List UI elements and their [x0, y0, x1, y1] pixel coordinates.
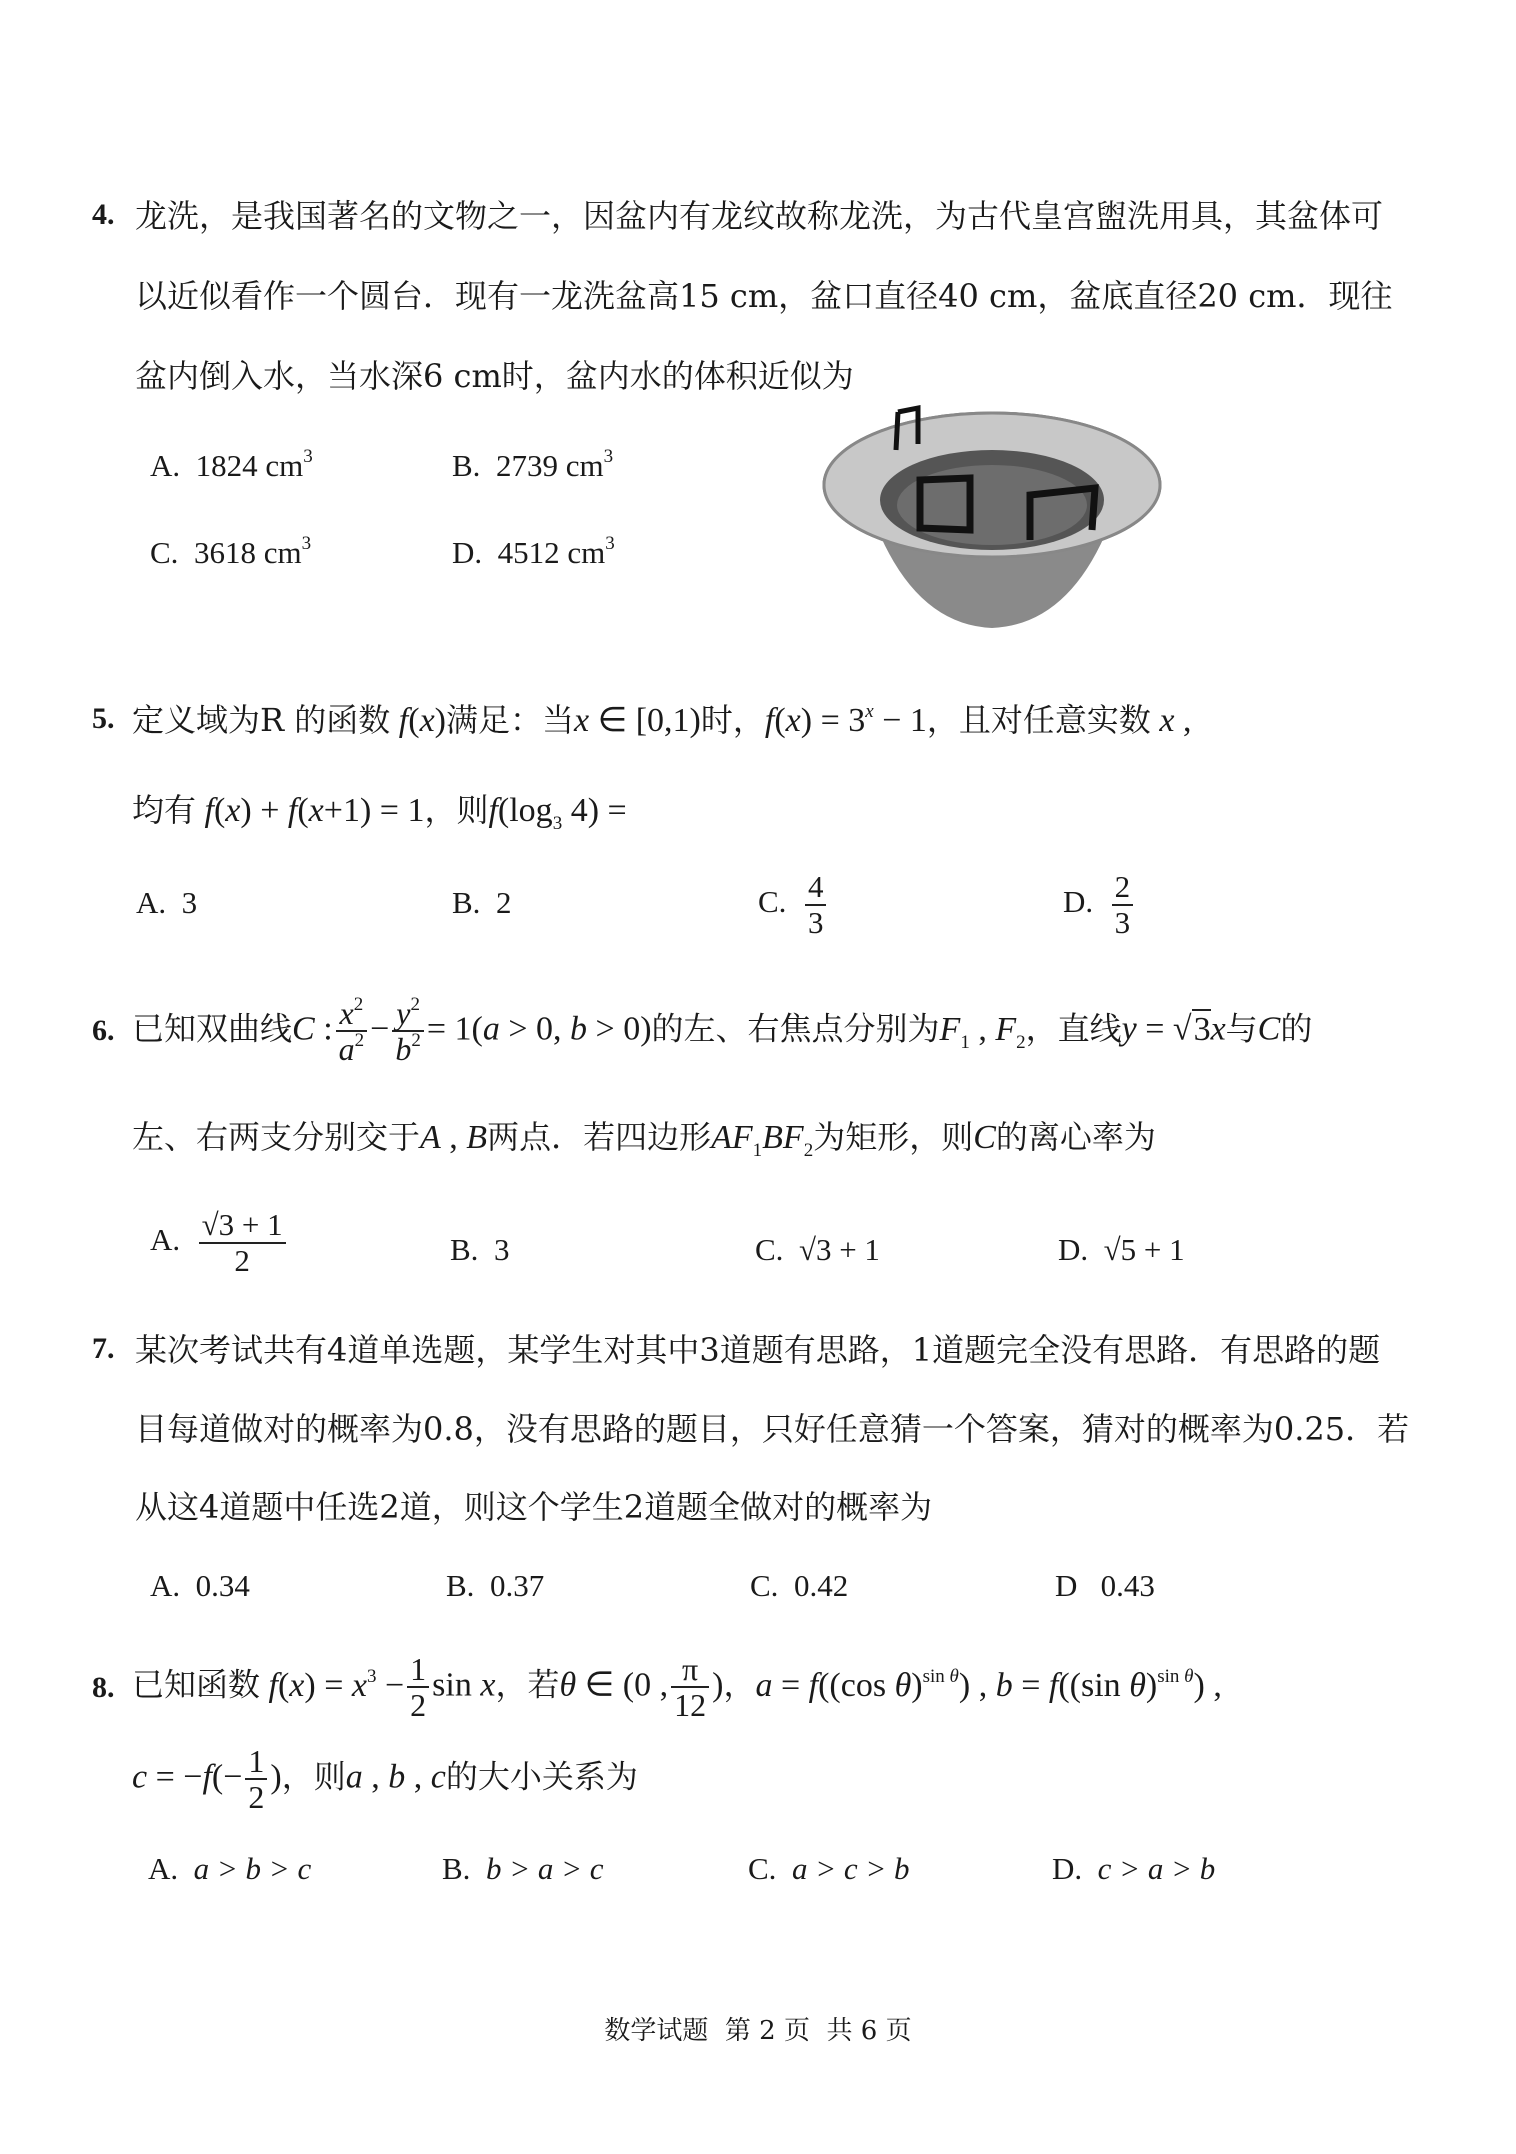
option-7d: D 0.43 [1055, 1568, 1155, 1603]
option-8d: D. c > a > b [1052, 1851, 1216, 1886]
option-6d: D. √5 + 1 [1058, 1232, 1185, 1267]
option-8a: A. a > b > c [148, 1851, 312, 1886]
question-4-text: 盆内倒入水，当水深6 cm时，盆内水的体积近似为 [135, 357, 854, 395]
question-8-number: 8. [92, 1671, 115, 1704]
option-8c: C. a > c > b [748, 1851, 910, 1886]
question-4-text: 龙洗，是我国著名的文物之一，因盆内有龙纹故称龙洗，为古代皇宫盥洗用具，其盆体可 [135, 197, 1384, 235]
dragon-basin-photo [820, 400, 1165, 630]
question-5-number: 5. [92, 702, 115, 735]
question-8-text: c = −f(− $\frac{1}{2}$ )，则a , b , c的大小关系为 [132, 1743, 638, 1815]
option-4d: D. 4512 $cm^3$ [452, 533, 615, 570]
page-footer: 数学试题 第 2 页 共 6 页 [604, 2016, 912, 2046]
question-7-text: 某次考试共有4道单选题，某学生对其中3道题有思路，1道题完全没有思路．有思路的题 [135, 1331, 1381, 1369]
option-7b: B. 0.37 [446, 1568, 545, 1603]
option-4a: A. 1824 $cm^3$ [150, 446, 313, 483]
question-7-text: 从这4道题中任选2道，则这个学生2道题全做对的概率为 [135, 1488, 933, 1526]
question-4-number: 4. [92, 198, 115, 231]
question-6-text: 左、右两支分别交于A , B两点．若四边形$AF_1BF_2$为矩形，则C的离心率为 [132, 1118, 1156, 1161]
question-8-text: 已知函数 $f(x) = x^3$ − $\frac{1}{2}$ sin x，若θ ∈ (0 , $\frac{\pi}{12}$ )，a = f((cos θ)$^{sin \theta}$) , b = f((sin θ)$^{sin \theta}$) , [132, 1651, 1222, 1723]
option-6b: B. 3 [450, 1232, 510, 1267]
question-7-text: 目每道做对的概率为0.8，没有思路的题目，只好任意猜一个答案，猜对的概率为0.25．若 [135, 1410, 1410, 1448]
option-8b: B. b > a > c [442, 1851, 604, 1886]
option-4c: C. 3618 $cm^3$ [150, 533, 312, 570]
option-7c: C. 0.42 [750, 1568, 849, 1603]
option-6a: A. $\frac{√3 + 1}{2}$ [150, 1208, 289, 1278]
option-5a: A. 3 [136, 885, 198, 920]
question-5-text: 均有 f(x) + f(x+1) = 1，则$f(\log_3$ 4) = [132, 791, 627, 834]
question-6-number: 6. [92, 1014, 115, 1047]
option-6c: C. √3 + 1 [755, 1232, 880, 1267]
question-6-text: 已知双曲线C : $\frac{x^2}{a^2}$ − $\frac{y^2}{b^2}$ = 1(a > 0, b > 0)的左、右焦点分别为$F_1$ , $F_2$，直线y = √3x与C的 [132, 994, 1313, 1067]
option-5c: C. $\frac{4}{3}$ [758, 870, 829, 940]
option-5b: B. 2 [452, 885, 512, 920]
question-4-text: 以近似看作一个圆台．现有一龙洗盆高15 cm，盆口直径40 cm，盆底直径20 cm．现往 [135, 277, 1393, 315]
option-4b: B. 2739 $cm^3$ [452, 446, 614, 483]
option-5d: D. $\frac{2}{3}$ [1063, 870, 1136, 940]
question-7-number: 7. [92, 1332, 115, 1365]
question-5-text: 定义域为R 的函数 f(x)满足：当x ∈ [0,1)时，$f(x) = 3^x - 1$，且对任意实数 x , [132, 701, 1192, 739]
option-7a: A. 0.34 [150, 1568, 250, 1603]
